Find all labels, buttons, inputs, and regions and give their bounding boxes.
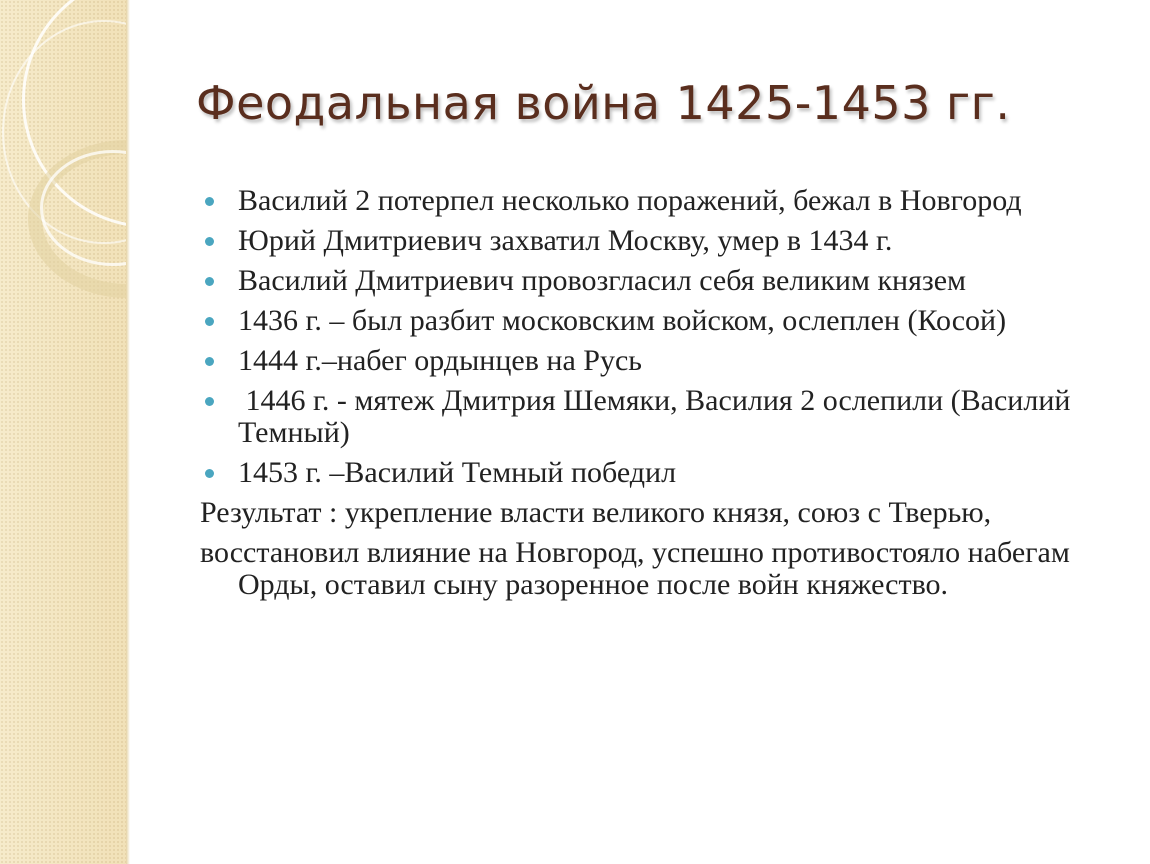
bullet-icon (205, 277, 214, 286)
bullet-icon (205, 317, 214, 326)
conclusion-paragraph: восстановил влияние на Новгород, успешно противостояло набегам Орды, оставил сыну разоренное после войн княжество. (200, 536, 1070, 601)
list-item-text: Василий Дмитриевич провозгласил себя великим князем (238, 264, 967, 297)
list-item-text: Юрий Дмитриевич захватил Москву, умер в 1434 г. (238, 224, 893, 257)
list-item-text: 1453 г. –Василий Темный победил (238, 456, 677, 489)
bullet-icon (205, 197, 214, 206)
bullet-icon (205, 357, 214, 366)
list-item (200, 345, 1120, 377)
list-item (200, 265, 1120, 297)
bullet-list (200, 185, 1120, 489)
decorative-side-band (0, 0, 126, 864)
bullet-icon (205, 469, 214, 478)
list-item (200, 185, 1120, 217)
result-paragraph: Результат : укрепление власти великого князя, союз с Тверью, (200, 496, 992, 529)
bullet-icon (205, 397, 214, 406)
slide-title: Феодальная война 1425-1453 гг. (196, 76, 1011, 130)
list-item-text: 1436 г. – был разбит московским войском, ослеплен (Косой) (238, 304, 1007, 337)
bullet-icon (205, 237, 214, 246)
side-band-edge (126, 0, 130, 864)
list-item (200, 457, 1120, 489)
list-item (200, 305, 1120, 337)
slide-content (200, 185, 1120, 609)
list-item-text: 1444 г.–набег ордынцев на Русь (238, 344, 642, 377)
list-item (200, 385, 1120, 449)
list-item-text: 1446 г. - мятеж Дмитрия Шемяки, Василия 2 ослепили (Василий Темный) (238, 384, 1078, 449)
list-item (200, 225, 1120, 257)
list-item-text: Василий 2 потерпел несколько поражений, бежал в Новгород (238, 184, 1022, 217)
